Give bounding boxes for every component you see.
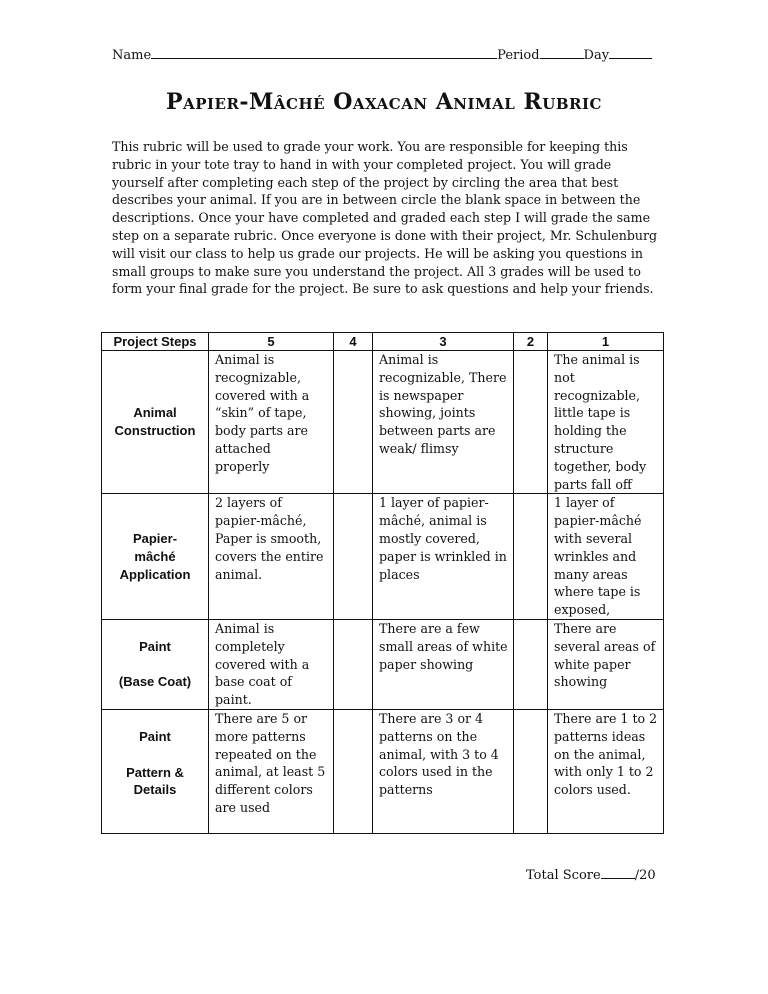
total-score-blank[interactable] (601, 866, 635, 879)
table-row (102, 494, 664, 620)
intro-paragraph: This rubric will be used to grade your work. You are responsible for keeping this rubric in your tote tray to hand in with your completed project. You will grade yourself after completing each step of the project by circling the area that best describes your animal. If you are in between circle the blank space in between the descriptions. Once your have completed and graded each step I will grade the same step on a separate rubric. Once everyone is done with their project, Mr. Schulenburg will visit our class to help us grade our projects. He will be asking you questions in small groups to make sure you understand the project. All 3 grades will be used to form your final grade for the project. Be sure to ask questions and help your friends. (112, 139, 658, 297)
score-3-cell[interactable]: Animal is recognizable, There is newspaper showing, joints between parts are weak/ flimsy (373, 351, 514, 494)
step-cell (102, 709, 209, 833)
score-4-cell[interactable] (334, 709, 373, 833)
header-score-3: 3 (373, 333, 514, 351)
table-row (102, 619, 664, 709)
header-score-5: 5 (209, 333, 334, 351)
period-blank[interactable] (540, 46, 584, 59)
step-label: Papier- (132, 530, 178, 546)
day-blank[interactable] (609, 46, 652, 59)
step-label: Animal (133, 405, 177, 421)
score-5-cell[interactable]: Animal is recognizable, covered with a “skin” of tape, body parts are attached properly (209, 351, 334, 494)
score-2-cell[interactable] (514, 494, 548, 620)
table-row (102, 709, 664, 833)
step-label: (Base Coat) (118, 674, 192, 690)
step-label (104, 746, 206, 764)
step-cell (102, 494, 209, 620)
student-info-line (112, 46, 657, 63)
page-title: Papier-Mâché Oaxacan Animal Rubric (166, 89, 602, 115)
step-cell (102, 351, 209, 494)
header-score-2: 2 (514, 333, 548, 351)
step-label: Application (119, 566, 191, 582)
total-score-label: Total Score (526, 868, 601, 883)
step-label: mâché (134, 548, 176, 564)
step-label: Pattern & (126, 764, 184, 780)
score-4-cell[interactable] (334, 619, 373, 709)
score-5-cell[interactable]: There are 5 or more patterns repeated on the animal, at least 5 different colors are used (209, 709, 334, 833)
score-5-cell[interactable]: 2 layers of papier-mâché, Paper is smooth, covers the entire animal. (209, 494, 334, 620)
step-label (104, 656, 206, 674)
score-2-cell[interactable] (514, 709, 548, 833)
score-2-cell[interactable] (514, 351, 548, 494)
step-label: Construction (114, 423, 196, 439)
table-row (102, 351, 664, 494)
score-1-cell[interactable]: 1 layer of papier-mâché with several wrinkles and many areas where tape is exposed, (548, 494, 664, 620)
rubric-table (101, 332, 664, 834)
score-2-cell[interactable] (514, 619, 548, 709)
day-label: Day (583, 48, 610, 63)
step-label: Details (133, 782, 177, 798)
total-score (526, 866, 656, 883)
period-label: Period (497, 48, 540, 63)
step-cell (102, 619, 209, 709)
score-5-cell[interactable]: Animal is completely covered with a base coat of paint. (209, 619, 334, 709)
score-3-cell[interactable]: 1 layer of papier-mâché, animal is mostly covered, paper is wrinkled in places (373, 494, 514, 620)
score-4-cell[interactable] (334, 494, 373, 620)
score-3-cell[interactable]: There are a few small areas of white paper showing (373, 619, 514, 709)
header-score-1: 1 (548, 333, 664, 351)
name-label: Name (112, 48, 152, 63)
header-project-steps: Project Steps (102, 333, 209, 351)
score-1-cell[interactable]: There are 1 to 2 patterns ideas on the animal, with only 1 to 2 colors used. (548, 709, 664, 833)
score-3-cell[interactable]: There are 3 or 4 patterns on the animal, with 3 to 4 colors used in the patterns (373, 709, 514, 833)
header-row (102, 333, 664, 351)
score-1-cell[interactable]: There are several areas of white paper showing (548, 619, 664, 709)
step-label: Paint (139, 638, 171, 654)
header-score-4: 4 (334, 333, 373, 351)
name-blank[interactable] (151, 46, 497, 59)
total-score-max: /20 (634, 868, 656, 883)
score-4-cell[interactable] (334, 351, 373, 494)
step-label: Paint (139, 728, 171, 744)
score-1-cell[interactable]: The animal is not recognizable, little tape is holding the structure together, body parts fall off (548, 351, 664, 494)
